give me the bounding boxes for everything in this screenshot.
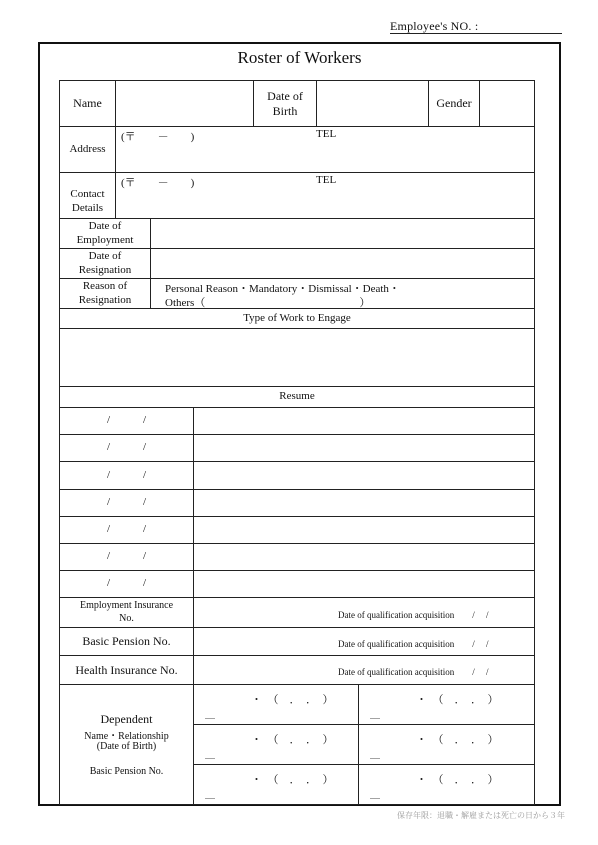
employment-insurance-line2: No.	[119, 612, 134, 624]
dependent-slot-mark: ＿	[205, 710, 215, 721]
resume-date: / /	[106, 496, 147, 509]
date-employment-line2: Employment	[76, 233, 134, 246]
employee-no-label: Employee's NO. :	[390, 19, 479, 33]
dependent-slot-mark: ＿	[205, 790, 215, 801]
reason-label	[59, 278, 151, 309]
dependent-sub-1: Name・Relationship	[84, 731, 169, 742]
address-tel-label: TEL	[316, 128, 337, 140]
type-of-work-input[interactable]	[59, 328, 535, 387]
employment-insurance-acq: Date of qualification acquisition / /	[338, 610, 489, 620]
reason-others[interactable]: Others（ ）	[165, 297, 371, 309]
retention-note: 保存年限：退職・解雇または死亡の日から３年	[397, 811, 565, 820]
resume-entry-input[interactable]	[195, 435, 534, 461]
dependent-title: Dependent	[100, 712, 153, 726]
date-employment-label	[59, 218, 151, 249]
dependent-slot-mark: ＿	[205, 750, 215, 761]
form-title: Roster of Workers	[237, 48, 362, 67]
resume-label: Resume	[279, 390, 315, 403]
date-resignation-input[interactable]	[152, 249, 534, 278]
address-postal: (〒 － )	[121, 131, 195, 143]
type-of-work-label: Type of Work to Engage	[243, 311, 351, 324]
dependent-slot-fields: ・ （ ． ． ）	[416, 774, 499, 786]
reason-label-line2: Resignation	[78, 293, 132, 306]
dependent-sub-2: (Date of Birth)	[96, 741, 157, 752]
contact-label	[59, 172, 116, 219]
contact-label-line2: Details	[71, 201, 104, 214]
gender-label: Gender	[436, 96, 472, 110]
dependent-slot-fields: ・ （ ． ． ）	[251, 734, 334, 746]
resume-date: / /	[106, 468, 147, 481]
dependent-sub-3: Basic Pension No.	[89, 766, 164, 777]
contact-postal: (〒 － )	[121, 177, 195, 189]
name-label: Name	[73, 96, 102, 110]
resume-entry-input[interactable]	[195, 490, 534, 516]
employment-insurance-label	[59, 597, 194, 628]
resume-entry-input[interactable]	[195, 408, 534, 434]
reason-label-line1: Reason of	[82, 279, 128, 292]
dependent-slot-fields: ・ （ ． ． ）	[251, 694, 334, 706]
dob-label	[253, 80, 317, 127]
dob-label-line2: Birth	[272, 103, 298, 118]
resume-entry-input[interactable]	[195, 571, 534, 597]
dob-input[interactable]	[318, 81, 428, 126]
contact-label-line1: Contact	[70, 187, 105, 200]
health-insurance-acq: Date of qualification acquisition / /	[338, 667, 489, 677]
health-insurance-label: Health Insurance No.	[75, 662, 178, 677]
date-resignation-label	[59, 248, 151, 279]
dependent-slot-mark: ＿	[370, 710, 380, 721]
address-input[interactable]	[117, 142, 534, 172]
reason-options[interactable]: Personal Reason・Mandatory・Dismissal・Death・	[165, 283, 400, 295]
date-resignation-line2: Resignation	[78, 263, 132, 276]
date-resignation-line1: Date of	[88, 249, 122, 262]
resume-date: / /	[106, 441, 147, 454]
resume-date: / /	[106, 550, 147, 563]
resume-date: / /	[106, 577, 147, 590]
resume-entry-input[interactable]	[195, 544, 534, 570]
resume-date: / /	[106, 523, 147, 536]
resume-entry-input[interactable]	[195, 517, 534, 543]
dependent-slot-mark: ＿	[370, 750, 380, 761]
basic-pension-acq: Date of qualification acquisition / /	[338, 639, 489, 649]
date-employment-input[interactable]	[152, 219, 534, 248]
resume-date: / /	[106, 414, 147, 427]
dependent-slot-mark: ＿	[370, 790, 380, 801]
dependent-slot-fields: ・ （ ． ． ）	[416, 734, 499, 746]
contact-input[interactable]	[117, 188, 534, 218]
dependent-slot-fields: ・ （ ． ． ）	[251, 774, 334, 786]
contact-tel-label: TEL	[316, 174, 337, 186]
address-label: Address	[69, 142, 106, 155]
dependent-slot-fields: ・ （ ． ． ）	[416, 694, 499, 706]
name-input[interactable]	[117, 81, 253, 126]
gender-input[interactable]	[481, 81, 534, 126]
dob-label-line1: Date of	[267, 88, 303, 103]
employment-insurance-line1: Employment Insurance	[79, 600, 174, 611]
basic-pension-label: Basic Pension No.	[82, 634, 171, 648]
date-employment-line1: Date of	[88, 219, 122, 232]
employee-no-field[interactable]	[390, 33, 562, 34]
resume-entry-input[interactable]	[195, 462, 534, 489]
